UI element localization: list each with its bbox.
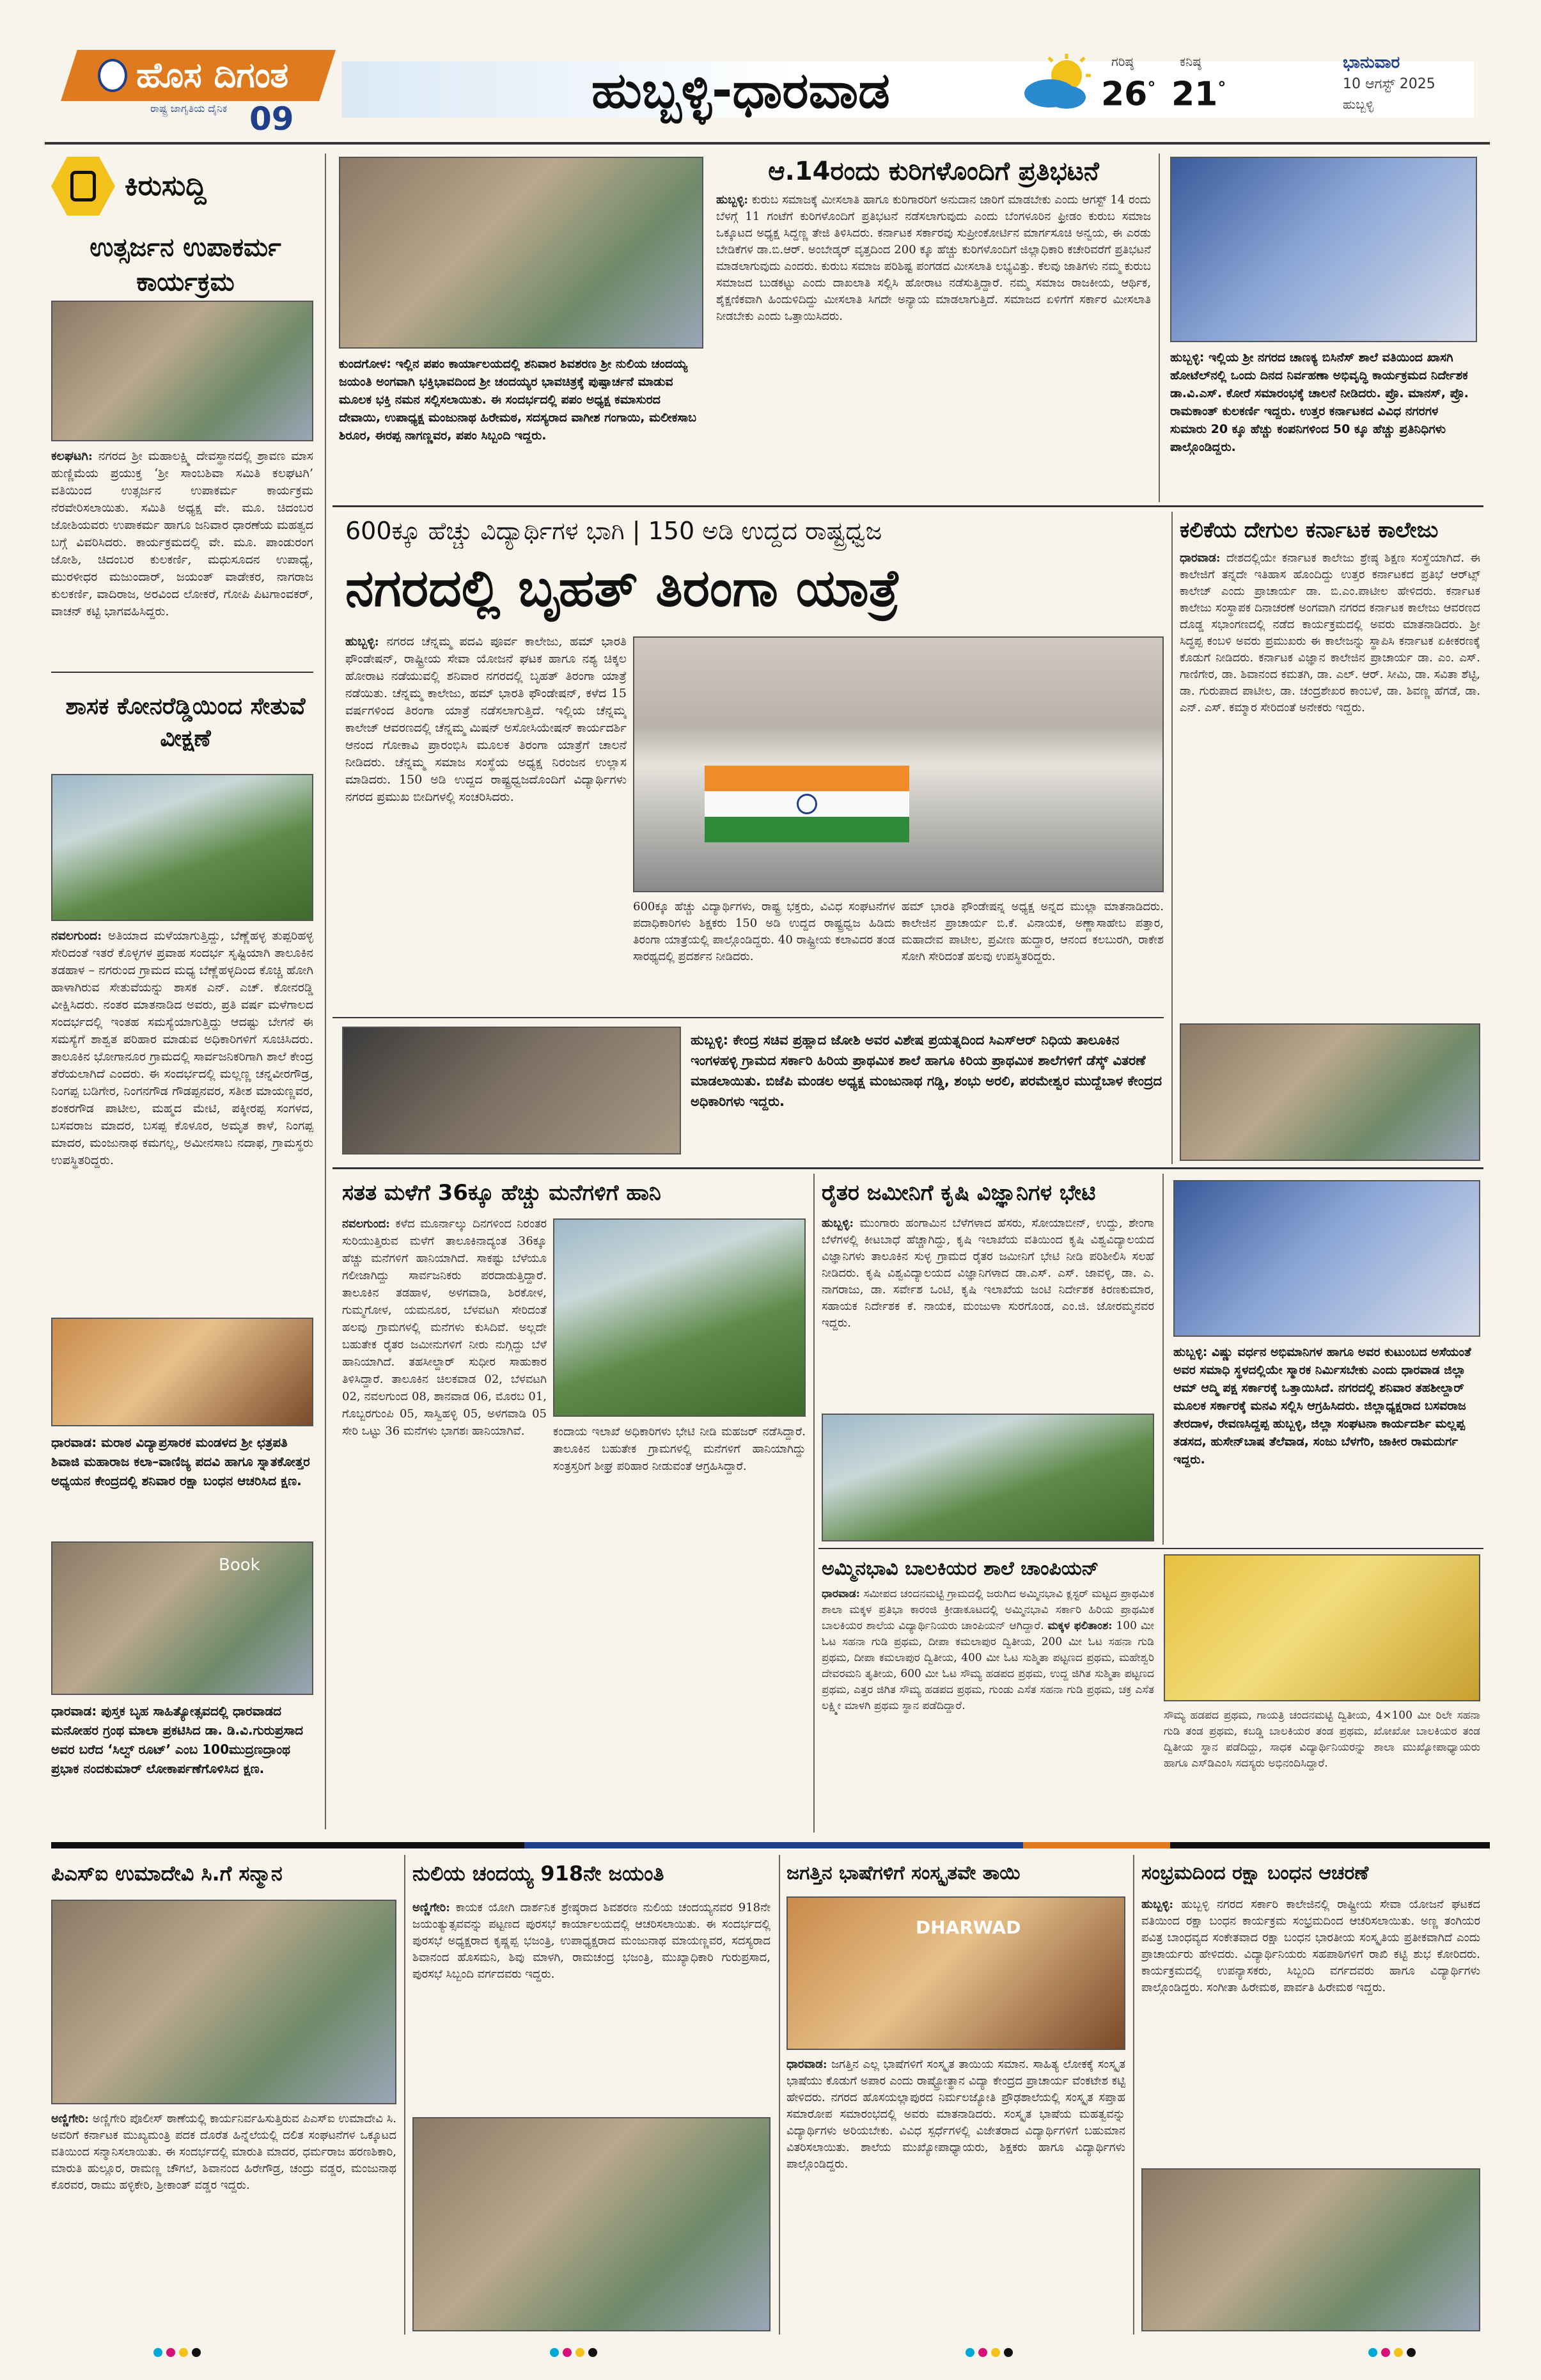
- rain-photo-caption: [553, 1423, 806, 1829]
- black-dot: [1407, 2348, 1416, 2357]
- section-bar-black: [1170, 1842, 1490, 1848]
- chanakya-photo: [1170, 157, 1477, 342]
- registration-dots: [550, 2347, 601, 2360]
- sanskrit-title: ಜಗತ್ತಿನ ಭಾಷೆಗಳಿಗೆ ಸಂಸ್ಕೃತವೇ ತಾಯಿ: [786, 1862, 1021, 1884]
- tiranga-place: ಹುಬ್ಬಳ್ಳಿ:: [345, 634, 379, 649]
- raksha-place: ಹುಬ್ಬಳ್ಳಿ:: [1141, 1898, 1174, 1911]
- cyan-dot: [550, 2348, 559, 2357]
- vishnu-photo: [1173, 1180, 1480, 1337]
- photo1-caption: ಧಾರವಾಡ: ಮರಾಠ ವಿದ್ಯಾಪ್ರಸಾರಕ ಮಂಡಳದ ಶ್ರೀ ಛತ್ರಪತಿ ಶಿವಾಜಿ ಮಹಾರಾಜ ಕಲಾ–ವಾಣಿಜ್ಯ ಪದವಿ ಹಾಗೂ ಸ್ನಾತಕೋತ್ತರ ಅಧ್ಯಯನ ಕೇಂದ್ರದಲ್ಲಿ ಶನಿವಾರ ರಕ್ಷಾ ಬಂಧನ ಆಚರಿಸಿದ ಕ್ಷಣ.: [51, 1435, 310, 1488]
- cyan-dot: [153, 2348, 162, 2357]
- weather-max: [1101, 69, 1155, 113]
- tiranga-body2: [902, 899, 1164, 1011]
- flag-saffron: [705, 766, 909, 791]
- cyan-dot: [1368, 2348, 1377, 2357]
- registration-dots: [966, 2347, 1017, 2360]
- kalikeya-photo: [1180, 1023, 1480, 1161]
- protest-title: ಆ.14ರಂದು ಕುರಿಗಳೊಂದಿಗೆ ಪ್ರತಿಭಟನೆ: [768, 157, 1099, 186]
- column-divider: [813, 1174, 815, 1832]
- rain-caption-text: ಕಂದಾಯ ಇಲಾಖೆ ಅಧಿಕಾರಿಗಳು ಭೇಟಿ ನೀಡಿ ಮಹಜರ್ ನಡೆಸಿದ್ದಾರೆ. ತಾಲೂಕಿನ ಬಹುತೇಕ ಗ್ರಾಮಗಳಲ್ಲಿ ಮನೆಗಳಿಗೆ ಹಾನಿಯಾಗಿದ್ದು ಸಂತ್ರಸ್ತರಿಗೆ ಶೀಘ್ರ ಪರಿಹಾರ ನೀಡುವಂತೆ ಆಗ್ರಹಿಸಿದ್ದಾರೆ.: [553, 1425, 806, 1473]
- kundagol-photo: [339, 157, 703, 349]
- brand-name: ಹೊಸ ದಿಗಂತ: [136, 55, 289, 95]
- item2-text: ಅತಿಯಾದ ಮಳೆಯಾಗುತ್ತಿದ್ದು, ಬೆಣ್ಣೆಹಳ್ಳ ತುಪ್ಪರಿಹಳ್ಳ ಸೇರಿದಂತೆ ಇತರೆ ಕೊಳ್ಳಗಳ ಪ್ರವಾಹ ಸಂದರ್ಭ ಸೃಷ್ಟಿಯಾಗಿ ತಾಲೂಕಿನ ತಡಹಾಳ – ನಗರುಂದ ಗ್ರಾಮದ ಮಧ್ಯ ಬೆಣ್ಣೆಹಳ್ಳದಿಂದ ಕೊಚ್ಚಿ ಹೋಗಿ ಹಾಳಾಗಿರುವ ಸೇತುವೆಯನ್ನು ಶಾಸಕ ಎನ್. ಎಚ್. ಕೋನರಡ್ಡಿ ವೀಕ್ಷಿಸಿದರು. ನಂತರ ಮಾತನಾಡಿದ ಅವರು, ಪ್ರತಿ ವರ್ಷ ಮಳೆಗಾಲದ ಸಂದರ್ಭದಲ್ಲಿ ಇಂತಹ ಸಮಸ್ಯೆಯಾಗುತ್ತಿದ್ದು ಆದಷ್ಟು ಬೇಗನೆ ಈ ಸಮಸ್ಯೆಗೆ ಶಾಶ್ವತ ಪರಿಹಾರ ಮಾಡುವ ಅಧಿಕಾರಿಗಳಿಗೆ ಸೂಚಿಸಿದರು. ತಾಲೂಕಿನ ಭೋಗಾನೂರ ಗ್ರಾಮದಲ್ಲಿ ಸಾರ್ವಜನಿಕರಿಗಾಗಿ ಶಾಲೆ ಕೇಂದ್ರ ತೆರೆಯಲಾಗಿದೆ ಎಂದರು. ಈ ಸಂದರ್ಭದಲ್ಲಿ ಮಲ್ಲಣ್ಣ ಚನ್ನವೀರಗೌಡ್ರ, ನಿಂಗಪ್ಪ ಬಡಿಗೇರ, ನಿಂಗನಗೌಡ ಗೌಡಪ್ಪನವರ, ಸತೀಶ ಮಾಯಣ್ಣವರ, ಶಂಕರಗೌಡ ಪಾಟೀಲ, ಮಹ್ಮದ ಮೇಟಿ, ಪಕ್ಕೀರಪ್ಪ ಸಂಗಳದ, ಬಸವರಾಜ ಮಾದರ, ಬಸಪ್ಪ ಕೊಳೂರ, ಅಮೃತ ಕಾಳೆ, ನಿಂಗಪ್ಪ ಮಾದರ, ಮಂಜುನಾಥ ಕಮಗಲ್ಲ, ಅಮೀನಸಾಬ ನದಾಫ, ಗ್ರಾಮಸ್ಥರು ಉಪಸ್ಥಿತರಿದ್ದರು.: [51, 929, 313, 1167]
- column-divider: [779, 1855, 780, 2335]
- hibri-photo: [342, 1027, 681, 1155]
- lamp-icon: [98, 59, 127, 92]
- farmers-place: ಹುಬ್ಬಳ್ಳಿ:: [822, 1217, 854, 1230]
- rain-title: ಸತತ ಮಳೆಗೆ 36ಕ್ಕೂ ಹೆಚ್ಚು ಮನೆಗಳಿಗೆ ಹಾನಿ: [342, 1180, 661, 1206]
- black-dot: [1004, 2348, 1013, 2357]
- psi-text: ಅಣ್ಣಿಗೇರಿ ಪೊಲೀಸ್ ಠಾಣೆಯಲ್ಲಿ ಕಾರ್ಯನಿರ್ವಹಿಸುತ್ತಿರುವ ಪಿಎಸ್ಐ ಉಮಾದೇವಿ ಸಿ. ಅವರಿಗೆ ಕರ್ನಾಟಕ ಮುಖ್ಯಮಂತ್ರಿ ಪದಕ ದೊರೆತ ಹಿನ್ನೆಲೆಯಲ್ಲಿ ದಲಿತ ಸಂಘಟನೆಗಳ ಒಕ್ಕೂಟದ ವತಿಯಿಂದ ಸನ್ಮಾನಿಸಲಾಯಿತು. ಈ ಸಂದರ್ಭದಲ್ಲಿ ಮಾರುತಿ ಮಾದರ, ಧರ್ಮರಾಜ ಹರಣಶಿಕಾರಿ, ಮಾರುತಿ ಹುಲ್ಲೂರ, ರಾಮಣ್ಣ ಚೌಗಲೆ, ಶಿವಾನಂದ ಹಿರೇಗೌಡ್ರ, ಚಂದ್ರು ವಡ್ಡರ, ಮಂಜುನಾಥ ಕೊರವರ, ರಾಮು ಹಳ್ಳಿಕೇರಿ, ಶ್ರೀಕಾಂತ್ ವಡ್ಡರ ಇದ್ದರು.: [51, 2112, 396, 2192]
- raksha-photo: [1141, 2168, 1480, 2331]
- divider: [332, 1017, 1164, 1018]
- edition-label: ಹುಬ್ಬಳ್ಳಿ: [1343, 97, 1374, 112]
- upakarma-photo: [51, 301, 313, 441]
- chanakya-caption: ಹುಬ್ಬಳ್ಳಿ: ಇಲ್ಲಿಯ ಶ್ರೀ ನಗರದ ಚಾಣಕ್ಯ ಬಿಸಿನೆಸ್ ಶಾಲೆ ವತಿಯಿಂದ ಖಾಸಗಿ ಹೋಟೆಲ್‌ನಲ್ಲಿ ಒಂದು ದಿನದ ನಿರ್ವಹಣಾ ಅಭಿವೃದ್ಧಿ ಕಾರ್ಯಕ್ರಮದ ನಿರ್ದೇಶಕ ಡಾ.ವಿ.ಎಸ್. ಕೋರೆ ಸಮಾರಂಭಕ್ಕೆ ಚಾಲನೆ ನೀಡಿದರು. ಪ್ರೊ. ಮಾನಸ್, ಪ್ರೊ. ರಾಮಕಾಂತ್ ಕುಲಕರ್ಣಿ ಇದ್ದರು. ಉತ್ತರ ಕರ್ನಾಟಕದ ವಿವಿಧ ನಗರಗಳ ಸುಮಾರು 20 ಕ್ಕೂ ಹೆಚ್ಚು ಕಂಪನಿಗಳಿಂದ 50 ಕ್ಕೂ ಹೆಚ್ಚು ಪ್ರತಿನಿಧಿಗಳು ಪಾಲ್ಗೊಂಡಿದ್ದರು.: [1170, 351, 1469, 454]
- psi-title: ಪಿಎಸ್ಐ ಉಮಾದೇವಿ ಸಿ.ಗೆ ಸನ್ಮಾನ: [51, 1861, 283, 1886]
- hibri-caption: ಹುಬ್ಬಳ್ಳಿ: ಕೇಂದ್ರ ಸಚಿವ ಪ್ರಹ್ಲಾದ ಜೋಶಿ ಅವರ ವಿಶೇಷ ಪ್ರಯತ್ನದಿಂದ ಸಿಎಸ್ಆರ್ ನಿಧಿಯ ತಾಲೂಕಿನ ಇಂಗಳಹಳ್ಳಿ ಗ್ರಾಮದ ಸರ್ಕಾರಿ ಹಿರಿಯ ಪ್ರಾಥಮಿಕ ಶಾಲೆ ಹಾಗೂ ಕಿರಿಯ ಪ್ರಾಥಮಿಕ ಶಾಲೆಗಳಿಗೆ ಡೆಸ್ಕ್ ವಿತರಣೆ ಮಾಡಲಾಯಿತು. ಬಿಜೆಪಿ ಮಂಡಲ ಅಧ್ಯಕ್ಷ ಮಂಜುನಾಥ ಗಡ್ಡಿ, ಶಂಭು ಅರಲಿ, ಪರಮೇಶ್ವರ ಮುದ್ದೆಬಾಳ ಕೇಂದ್ರದ ಅಧಿಕಾರಿಗಳು ಇದ್ದರು.: [691, 1032, 1162, 1109]
- weather-min-value: 21: [1171, 75, 1218, 114]
- date-label: 10 ಆಗಸ್ಟ್ 2025: [1343, 76, 1435, 92]
- nuliya-photo: [412, 2117, 770, 2331]
- nuliya-text: ಕಾಯಕ ಯೋಗಿ ದಾರ್ಶನಿಕ ಶ್ರೇಷ್ಠರಾದ ಶಿವಶರಣ ನುಲಿಯ ಚಂದಯ್ಯನವರ 918ನೇ ಜಯಂತ್ಯುತ್ಸವವನ್ನು ಪಟ್ಟಣದ ಪುರಸಭೆ ಕಾರ್ಯಾಲಯದಲ್ಲಿ ಆಚರಿಸಲಾಯಿತು. ಈ ಸಂದರ್ಭದಲ್ಲಿ ಪುರಸಭೆ ಅಧ್ಯಕ್ಷರಾದ ಕೃಷ್ಣಪ್ಪ ಭಜಂತ್ರಿ, ಉಪಾಧ್ಯಕ್ಷರಾದ ಮಂಜುನಾಥ ಮಾಯಣ್ಣವರ, ಸದಸ್ಯರಾದ ಶಿವಾನಂದ ಹೊಸಮನಿ, ಶಿವು ಮಾಳಗಿ, ರಾಮಚಂದ್ರ ಭಜಂತ್ರಿ, ಮುಖ್ಯಾಧಿಕಾರಿ ಗುರುಪ್ರಸಾದ, ಪುರಸಭೆ ಸಿಬ್ಬಂದಿ ವರ್ಗದವರು ಇದ್ದರು.: [412, 1901, 770, 1981]
- ammina-photo: [1164, 1554, 1480, 1701]
- item1-title: ಉತ್ಸರ್ಜನ ಉಪಾಕರ್ಮ ಕಾರ್ಯಕ್ರಮ: [90, 233, 281, 297]
- magenta-dot: [166, 2348, 175, 2357]
- section-bar-black: [51, 1842, 524, 1848]
- degree-symbol: °: [1217, 79, 1226, 98]
- ammina-caption-text: ಸೌಮ್ಯ ಹಡಪದ ಪ್ರಥಮ, ಗಾಯತ್ರಿ ಚಂದನಮಟ್ಟಿ ದ್ವಿತೀಯ, 4×100 ಮೀ ರಿಲೇ ಸಹನಾ ಗುಡಿ ತಂಡ ಪ್ರಥಮ, ಕಬಡ್ಡಿ ಬಾಲಕಿಯರ ತಂಡ ಪ್ರಥಮ, ಖೋಖೋ ಬಾಲಕಿಯರ ತಂಡ ದ್ವಿತೀಯ ಸ್ಥಾನ ಪಡೆದಿದ್ದು, ಸಾಧಕ ವಿದ್ಯಾರ್ಥಿನಿಯರನ್ನು ಶಾಲಾ ಮುಖ್ಯೋಪಾಧ್ಯಾಯರು ಹಾಗೂ ಎಸ್‌ಡಿಎಂಸಿ ಸದಸ್ಯರು ಅಭಿನಂದಿಸಿದ್ದಾರೆ.: [1164, 1709, 1480, 1770]
- divider: [332, 505, 1483, 507]
- flag-green: [705, 817, 909, 842]
- tiranga-text: ನಗರದ ಚೆನ್ನಮ್ಮ ಪದವಿ ಪೂರ್ವ ಕಾಲೇಜು, ಹಮ್ ಭಾರತಿ ಫೌಂಡೇಷನ್, ರಾಷ್ಟ್ರೀಯ ಸೇವಾ ಯೋಜನೆ ಘಟಕ ಹಾಗೂ ನಶ್ಯ ಚಿಕ್ಕಲ ಹೋರಾಟ ನಡೆಯುವಲ್ಲಿ ಶನಿವಾರ ನಗರದಲ್ಲಿ ಬೃಹತ್ ತಿರಂಗಾ ಯಾತ್ರೆ ನಡೆಯಿತು. ಚೆನ್ನಮ್ಮ ಕಾಲೇಜು, ಹಮ್ ಭಾರತಿ ಫೌಂಡೇಷನ್, ಕಳೆದ 15 ವರ್ಷಗಳಿಂದ ತಿರಂಗಾ ಯಾತ್ರೆ ನಡೆಸಲಾಗುತ್ತಿದೆ. ಇಲ್ಲಿಯ ಚೆನ್ನಮ್ಮ ಕಾಲೇಜ್ ಆವರಣದಲ್ಲಿ ಚೆನ್ನಮ್ಮ ಮಿಷನ್ ಅಸೋಸಿಯೇಷನ್ ಕಾರ್ಯದರ್ಶಿ ಆನಂದ ಗೋಕಾವಿ ಪ್ರಾರಂಭಿಸಿ ಮೂಲಕ ತಿರಂಗಾ ಯಾತ್ರೆಗೆ ಚಾಲನೆ ನೀಡಿದರು. ಚೆನ್ನಮ್ಮ ಸಮಾಜ ಸಂಸ್ಥೆಯ ಅಧ್ಯಕ್ಷ ನಿರಂಜನ ಉಲ್ಲಾಸ ಮಾಡಿದರು. 150 ಅಡಿ ಉದ್ದದ ರಾಷ್ಟ್ರಧ್ವಜದೊಂದಿಗೆ ವಿದ್ಯಾರ್ಥಿಗಳು ನಗರದ ಪ್ರಮುಖ ಬೀದಿಗಳಲ್ಲಿ ಸಂಚರಿಸಿದರು.: [345, 634, 627, 804]
- nuliya-body: [412, 1900, 770, 2111]
- column-divider: [1171, 512, 1173, 1164]
- item2-body: [51, 927, 313, 1305]
- column-divider: [1133, 1855, 1134, 2335]
- item1-text: ನಗರದ ಶ್ರೀ ಮಹಾಲಕ್ಷ್ಮಿ ದೇವಸ್ಥಾನದಲ್ಲಿ ಶ್ರಾವಣ ಮಾಸ ಹುಣ್ಣಿಮೆಯ ಪ್ರಯುಕ್ತ ‘ಶ್ರೀ ಸಾಂಬಶಿವಾ ಸಮಿತಿ ಕಲಘಟಗಿ’ ವತಿಯಿಂದ ಉತ್ಸರ್ಜನ ಉಪಾಕರ್ಮ ಕಾರ್ಯಕ್ರಮ ನೆರವೇರಿಸಲಾಯಿತು. ಸಮಿತಿ ಅಧ್ಯಕ್ಷ ವೇ. ಮೂ. ಚಿದಂಬರ ಜೋಶಿಯವರು ಉಪಾಕರ್ಮ ಹಾಗೂ ಜನಿವಾರ ಧಾರಣೆಯ ಮಹತ್ವದ ಬಗ್ಗೆ ವಿವರಿಸಿದರು. ಕಾರ್ಯಕ್ರಮದಲ್ಲಿ ವೇ. ಮೂ. ಪಾಂಡುರಂಗ ಜೋಶಿ, ಚಿದಂಬರ ಕುಲಕರ್ಣಿ, ಮಧುಸೂದನ ಉಪಾಧ್ಯೆ, ಮುರಳೀಧರ ಮಜುಂದಾರ್, ಜಯಂತ್ ವಾಡೇಕರ, ನಾಗರಾಜ ಕುಲಕರ್ಣಿ, ವಾದಿರಾಜ, ಅರವಿಂದ ಲೋಕರೆ, ಗೋಪಿ ಪಿಟಗಾಂವಕರ್, ವಾಚನ್ ಕಟ್ಟಿ ಭಾಗವಹಿಸಿದ್ದರು.: [51, 449, 313, 619]
- vishnu-caption: ಹುಬ್ಬಳ್ಳಿ: ವಿಷ್ಣು ವರ್ಧನ ಅಭಿಮಾನಿಗಳ ಹಾಗೂ ಅವರ ಕುಟುಂಬದ ಅಸೆಯಂತೆ ಅವರ ಸಮಾಧಿ ಸ್ಥಳದಲ್ಲಿಯೇ ಸ್ಮಾರಕ ನಿರ್ಮಿಸಬೇಕು ಎಂದು ಧಾರವಾಡ ಜಿಲ್ಲಾ ಆಮ್ ಆದ್ಮಿ ಪಕ್ಷ ಸರ್ಕಾರಕ್ಕೆ ಒತ್ತಾಯಿಸಿದೆ. ನಗರದಲ್ಲಿ ಶನಿವಾರ ತಹಶೀಲ್ದಾರ್ ಮೂಲಕ ಸರ್ಕಾರಕ್ಕೆ ಮನವಿ ಸಲ್ಲಿಸಿ ಆಗ್ರಹಿಸಿದರು. ಜಿಲ್ಲಾಧ್ಯಕ್ಷರಾದ ಬಸವರಾಜ ತೇರದಾಳ, ರೇವಣಸಿದ್ದಪ್ಪ ಹುಬ್ಬಳ್ಳಿ, ಜಿಲ್ಲಾ ಸಂಘಟನಾ ಕಾರ್ಯದರ್ಶಿ ಮಲ್ಲಪ್ಪ ತಡಸದ, ಹುಸೇನ್‌ಬಾಷ ತೆಲೆವಾಡ, ಸಂಜು ಬೆಳಗೆರಿ, ಜಾಕೀರ ರಾಮದುರ್ಗ ಇದ್ದರು.: [1173, 1345, 1471, 1467]
- psi-photo: [51, 1900, 396, 2104]
- weather-min: [1171, 69, 1226, 113]
- section-bar-orange: [1023, 1842, 1170, 1848]
- farmers-text: ಮುಂಗಾರು ಹಂಗಾಮಿನ ಬೆಳೆಗಳಾದ ಹೆಸರು, ಸೋಯಾಬೀನ್, ಉದ್ದು, ಶೇಂಗಾ ಬೆಳೆಗಳಲ್ಲಿ ಕೀಟಬಾಧೆ ಹೆಚ್ಚಾಗಿದ್ದು, ಕೃಷಿ ಇಲಾಖೆಯ ವತಿಯಿಂದ ಕೃಷಿ ವಿಶ್ವವಿದ್ಯಾಲಯದ ವಿಜ್ಞಾನಿಗಳು ತಾಲೂಕಿನ ಸುಳ್ಳ ಗ್ರಾಮದ ರೈತರ ಜಮೀನಿಗೆ ಭೇಟಿ ನೀಡಿ ಪರಿಶೀಲಿಸಿ ಸಲಹೆ ನೀಡಿದರು. ಕೃಷಿ ವಿಶ್ವವಿದ್ಯಾಲಯದ ವಿಜ್ಞಾನಿಗಳಾದ ಡಾ.ಎಸ್. ಎಸ್. ಜಾವಳ್ಳಿ, ಡಾ. ಎ. ನಾಗರಾಜು, ಡಾ. ಸರ್ವೇಶ ಒಂಟಿ, ಕೃಷಿ ಇಲಾಖೆಯ ಜಂಟಿ ನಿರ್ದೇಶಕ ಕಿರಣಕುಮಾರ, ಸಹಾಯಕ ನಿರ್ದೇಶಕ ಕೆ. ನಾಯಕ, ಮಂಜುಳಾ ಸುರಗೊಂಡ, ಎಂ.ಜಿ. ಜೋರಮ್ಮನವರ ಇದ್ದರು.: [822, 1217, 1154, 1330]
- degree-symbol: °: [1147, 79, 1156, 98]
- book-label: Book: [219, 1556, 260, 1575]
- date-block: [1343, 51, 1483, 128]
- protest-place: ಹುಬ್ಬಳ್ಳಿ:: [716, 193, 749, 207]
- brand-block: [61, 50, 336, 138]
- kalikeya-title: ಕಲಿಕೆಯ ದೇಗುಲ ಕರ್ನಾಟಕ ಕಾಲೇಜು: [1180, 517, 1439, 543]
- column-divider: [1162, 1174, 1164, 1545]
- item1-place: ಕಲಘಟಗಿ:: [51, 449, 93, 463]
- tiranga-title: ನಗರದಲ್ಲಿ ಬೃಹತ್ ತಿರಂಗಾ ಯಾತ್ರೆ: [345, 558, 900, 618]
- chakra-icon: [797, 794, 817, 814]
- tiranga-photo: [633, 636, 1164, 892]
- psi-body: [51, 2111, 396, 2331]
- divider: [332, 1167, 1483, 1169]
- page-number: 09: [249, 100, 294, 138]
- farmers-photo: [822, 1414, 1154, 1541]
- registration-dots: [153, 2347, 205, 2360]
- magenta-dot: [563, 2348, 572, 2357]
- sanskrit-photo: [786, 1896, 1125, 2050]
- raksha-title: ಸಂಭ್ರಮದಿಂದ ರಕ್ಷಾ ಬಂಧನ ಆಚರಣೆ: [1141, 1862, 1369, 1884]
- magenta-dot: [978, 2348, 987, 2357]
- yellow-dot: [575, 2348, 584, 2357]
- cyan-dot: [966, 2348, 974, 2357]
- kundagol-caption: ಕುಂದಗೋಳ: ಇಲ್ಲಿನ ಪಪಂ ಕಾರ್ಯಾಲಯದಲ್ಲಿ ಶನಿವಾರ ಶಿವಶರಣ ಶ್ರೀ ನುಲಿಯ ಚಂದಯ್ಯ ಜಯಂತಿ ಅಂಗವಾಗಿ ಭಕ್ತಿಭಾವದಿಂದ ಶ್ರೀ ಚಂದಯ್ಯರ ಭಾವಚಿತ್ರಕ್ಕೆ ಪುಷ್ಪಾರ್ಚನೆ ಮಾಡುವ ಮೂಲಕ ಭಕ್ತಿ ನಮನ ಸಲ್ಲಿಸಲಾಯಿತು. ಈ ಸಂದರ್ಭದಲ್ಲಿ ಪಪಂ ಅಧ್ಯಕ್ಷ ಕಮಾಸುರದ ದೇವಾಯಿ, ಉಪಾಧ್ಯಕ್ಷ ಮಂಜುನಾಥ ಹಿರೇಮಠ, ಸದಸ್ಯರಾದ ವಾಗೀಶ ಗಂಗಾಯಿ, ಮಲೀಕಸಾಬ ಶಿರೂರ, ಈರಪ್ಪ ನಾಗಣ್ಣವರ, ಪಪಂ ಸಿಬ್ಬಂದಿ ಇದ್ದರು.: [339, 357, 696, 443]
- black-dot: [588, 2348, 597, 2357]
- magenta-dot: [1381, 2348, 1390, 2357]
- ammina-results: 100 ಮೀ ಓಟ ಸಹನಾ ಗುಡಿ ಪ್ರಥಮ, ದೀಪಾ ಕಮಲಾಪುರ ದ್ವಿತೀಯ, 200 ಮೀ ಓಟ ಸಹನಾ ಗುಡಿ ಪ್ರಥಮ, ದೀಪಾ ಕಮಲಾಪುರ ದ್ವಿತೀಯ, 400 ಮೀ ಓಟ ಸುಶ್ಮಿತಾ ಪಟ್ಟಣದ ಪ್ರಥಮ, ಮಹೇಶ್ವರಿ ದೇವರಮನಿ ತೃತೀಯ, 600 ಮೀ ಓಟ ಸೌಮ್ಯ ಹಡಪದ ಪ್ರಥಮ, ಉದ್ದ ಜಿಗಿತ ಸುಶ್ಮಿತಾ ಪಟ್ಟಣದ ಪ್ರಥಮ, ಎತ್ತರ ಜಿಗಿತ ಸೌಮ್ಯ ಹಡಪದ ಪ್ರಥಮ, ಗುಂಡು ಎಸೆತ ಸಹನಾ ಗುಡಿ ಪ್ರಥಮ, ಚಕ್ರ ಎಸೆತ ಲಕ್ಷ್ಮೀ ಮಾಳಗಿ ಪ್ರಥಮ ಸ್ಥಾನ ಪಡೆದಿದ್ದಾರೆ.: [822, 1620, 1154, 1712]
- raksha-text: ಹುಬ್ಬಳ್ಳಿ ನಗರದ ಸರ್ಕಾರಿ ಕಾಲೇಜಿನಲ್ಲಿ ರಾಷ್ಟ್ರೀಯ ಸೇವಾ ಯೋಜನೆ ಘಟಕದ ವತಿಯಿಂದ ರಕ್ಷಾ ಬಂಧನ ಕಾರ್ಯಕ್ರಮ ಸಂಭ್ರಮದಿಂದ ಆಚರಿಸಲಾಯಿತು. ಅಣ್ಣ ತಂಗಿಯರ ಪವಿತ್ರ ಬಾಂಧವ್ಯದ ಸಂಕೇತವಾದ ರಕ್ಷಾ ಬಂಧನ ಭಾರತೀಯ ಸಂಸ್ಕೃತಿಯ ಪ್ರತೀಕವಾಗಿದೆ ಎಂದು ಪ್ರಾಚಾರ್ಯರು ಹೇಳಿದರು. ವಿದ್ಯಾರ್ಥಿನಿಯರು ಸಹಪಾಠಿಗಳಿಗೆ ರಾಖಿ ಕಟ್ಟಿ ಶುಭ ಕೋರಿದರು. ಕಾರ್ಯಕ್ರಮದಲ್ಲಿ ಉಪನ್ಯಾಸಕರು, ಸಿಬ್ಬಂದಿ ವರ್ಗದವರು ಹಾಗೂ ವಿದ್ಯಾರ್ಥಿಗಳು ಪಾಲ್ಗೊಂಡಿದ್ದರು. ಸಂಗೀತಾ ಹಿರೇಮಠ, ಪಾರ್ವತಿ ಹಿರೇಮಠ ಇದ್ದರು.: [1141, 1898, 1480, 1994]
- yellow-dot: [991, 2348, 1000, 2357]
- masthead: [0, 0, 1541, 144]
- kirusuddi-label: ಕಿರುಸುದ್ದಿ: [125, 169, 207, 202]
- ammina-body: [822, 1586, 1154, 1829]
- column-divider: [1159, 154, 1160, 502]
- book-release-photo: [51, 1541, 313, 1695]
- kalikeya-place: ಧಾರವಾಡ:: [1180, 551, 1221, 565]
- bridge-photo: [51, 774, 313, 921]
- ammina-place: ಧಾರವಾಡ:: [822, 1588, 860, 1600]
- item1-body: [51, 448, 313, 652]
- registration-dots: [1368, 2347, 1420, 2360]
- black-dot: [192, 2348, 201, 2357]
- column-divider: [404, 1855, 405, 2335]
- masthead-band: [342, 61, 1474, 118]
- section-bar-blue: [524, 1842, 1023, 1848]
- day-label: ಭಾನುವಾರ: [1343, 53, 1400, 72]
- weather-max-label: ಗರಿಷ್ಠ: [1111, 54, 1134, 69]
- raksha-body: [1141, 1896, 1480, 2159]
- raksha-photo-left: [51, 1318, 313, 1426]
- city-title: ಹುಬ್ಬಳ್ಳಿ-ಧಾರವಾಡ: [591, 62, 890, 120]
- yellow-dot: [179, 2348, 188, 2357]
- kirusuddi-badge: [51, 157, 269, 216]
- rain-body: [342, 1215, 547, 1829]
- ammina-photo-caption: [1164, 1708, 1480, 1829]
- farmers-body: [822, 1215, 1154, 1407]
- item2-place: ನವಲಗುಂದ:: [51, 929, 102, 943]
- protest-body: [716, 192, 1151, 499]
- sun-cloud-icon: [1017, 51, 1093, 115]
- ammina-results-label: ಮಕ್ಕಳ ಫಲಿತಾಂಶ:: [1047, 1620, 1113, 1632]
- ammina-title: ಅಮ್ಮಿನಭಾವಿ ಬಾಲಕಿಯರ ಶಾಲೆ ಚಾಂಪಿಯನ್: [822, 1557, 1099, 1580]
- yellow-dot: [1394, 2348, 1403, 2357]
- sanskrit-body: [786, 2056, 1125, 2331]
- kalikeya-text: ದೇಶದಲ್ಲಿಯೇ ಕರ್ನಾಟಕ ಕಾಲೇಜು ಶ್ರೇಷ್ಠ ಶಿಕ್ಷಣ ಸಂಸ್ಥೆಯಾಗಿದೆ. ಈ ಕಾಲೇಜಿಗೆ ತನ್ನದೇ ಇತಿಹಾಸ ಹೊಂದಿದ್ದು ಉತ್ತರ ಕರ್ನಾಟಕದ ಪ್ರತಿಭೆ ಆರ್‌ಟ್ಸ್ ಕಾಲೇಜ್ ಎಂದು ಪ್ರಾಚಾರ್ಯ ಡಾ. ಬಿ.ಎಂ.ಪಾಟೀಲ ಹೇಳಿದರು. ಕರ್ನಾಟಕ ಕಾಲೇಜು ಸಂಸ್ಥಾಪಕ ದಿನಾಚರಣೆ ಅಂಗವಾಗಿ ನಗರದ ಕರ್ನಾಟಕ ಕಾಲೇಜು ಆವರಣದ ದೊಡ್ಡ ಸಭಾಂಗಣದಲ್ಲಿ ನಡೆದ ಕಾರ್ಯಕ್ರಮದಲ್ಲಿ ಅವರು ಮಾತನಾಡಿದರು. ಶ್ರೀ ಸಿದ್ಧಪ್ಪ ಕಂಬಳಿ ಅವರು ಪ್ರಮುಖರು ಈ ಕಾಲೇಜನ್ನು ಸ್ಥಾಪಿಸಿ ಕರ್ನಾಟಕ ಏಕೀಕರಣಕ್ಕೆ ಕೊಡುಗೆ ನೀಡಿದರು. ಕರ್ನಾಟಕ ವಿಜ್ಞಾನ ಕಾಲೇಜಿನ ಪ್ರಾಚಾರ್ಯ ಡಾ. ಎಂ. ಎಸ್. ಗಾಣಿಗೇರ, ಡಾ. ಶಿವಾನಂದ ಕಮತಗಿ, ಡಾ. ಎಲ್. ಆರ್. ಸೀಮಿ, ಡಾ. ಸವಿತಾ ಶೆಟ್ಟಿ, ಡಾ. ಗುರುಪಾದ ಪಾಟೀಲ, ಡಾ. ಚಂದ್ರಶೇಖರ ಕಾಂಬಳೆ, ಡಾ. ಶಿವಣ್ಣ ಹೆಗಡೆ, ಡಾ. ಎನ್. ಎಸ್. ಕಮ್ಮಾರ ಸೇರಿದಂತೆ ಅನೇಕರು ಇದ್ದರು.: [1180, 551, 1480, 714]
- sanskrit-place: ಧಾರವಾಡ:: [786, 2058, 827, 2071]
- sanskrit-text: ಜಗತ್ತಿನ ಎಲ್ಲ ಭಾಷೆಗಳಿಗೆ ಸಂಸ್ಕೃತ ತಾಯಿಯ ಸಮಾನ. ಸಾಹಿತ್ಯ ಲೋಕಕ್ಕೆ ಸಂಸ್ಕೃತ ಭಾಷೆಯು ಕೊಡುಗೆ ಅಪಾರ ಎಂದು ರಾಷ್ಟ್ರೋತ್ಥಾನ ವಿದ್ಯಾ ಕೇಂದ್ರದ ಪ್ರಾಚಾರ್ಯ ವೆಂಕಟೇಶ ಕಟ್ಟಿ ಹೇಳಿದರು. ನಗರದ ಹೊಸಯಲ್ಲಾಪುರದ ನಿರ್ಮಲಜ್ಯೋತಿ ಪ್ರೌಢಶಾಲೆಯಲ್ಲಿ ಸಂಸ್ಕೃತ ಸಪ್ತಾಹ ಸಮಾರೋಪ ಸಮಾರಂಭದಲ್ಲಿ ಅವರು ಮಾತನಾಡಿದರು. ಸಂಸ್ಕೃತ ಭಾಷೆಯ ಮಹತ್ವವನ್ನು ವಿದ್ಯಾರ್ಥಿಗಳು ಅರಿಯಬೇಕು. ವಿವಿಧ ಸ್ಪರ್ಧೆಗಳಲ್ಲಿ ವಿಜೇತರಾದ ವಿದ್ಯಾರ್ಥಿಗಳಿಗೆ ಬಹುಮಾನ ವಿತರಿಸಲಾಯಿತು. ಶಾಲೆಯ ಮುಖ್ಯೋಪಾಧ್ಯಾಯರು, ಶಿಕ್ಷಕರು ಹಾಗೂ ವಿದ್ಯಾರ್ಥಿಗಳು ಪಾಲ್ಗೊಂಡಿದ್ದರು.: [786, 2058, 1125, 2171]
- psi-place: ಅಣ್ಣಿಗೇರಿ:: [51, 2112, 89, 2125]
- rain-place: ನವಲಗುಂದ:: [342, 1217, 390, 1231]
- item2-title: ಶಾಸಕ ಕೋನರೆಡ್ಡಿಯಿಂದ ಸೇತುವೆ ವೀಕ್ಷಣೆ: [65, 693, 306, 752]
- photo2-caption: ಧಾರವಾಡ: ಪುಸ್ತಕ ಬೃಹ ಸಾಹಿತ್ಯೋತ್ಸವದಲ್ಲಿ ಧಾರವಾಡದ ಮನೋಹರ ಗ್ರಂಥ ಮಾಲಾ ಪ್ರಕಟಿಸಿದ ಡಾ. ಡಿ.ವಿ.ಗುರುಪ್ರಸಾದ ಅವರ ಬರೆದ ‘ಸಿಲ್ವ್ ರೂಟ್’ ಎಂಬ 100ಮುದ್ರಣದ್ರಾಂಥ ಪ್ರಭಾಕ ನಂದಕುಮಾರ್ ಲೋಕಾರ್ಪಣೆಗೊಳಿಸಿದ ಕ್ಷಣ.: [51, 1703, 304, 1776]
- nuliya-place: ಅಣ್ಣಿಗೇರಿ:: [412, 1901, 450, 1914]
- weather-min-label: ಕನಿಷ್ಠ: [1180, 54, 1201, 69]
- rain-text: ಕಳೆದ ಮೂರ್ನಾಲ್ಕು ದಿನಗಳಿಂದ ನಿರಂತರ ಸುರಿಯುತ್ತಿರುವ ಮಳೆಗೆ ತಾಲೂಕಿನಾದ್ಯಂತ 36ಕ್ಕೂ ಹೆಚ್ಚು ಮನೆಗಳಿಗೆ ಹಾನಿಯಾಗಿದೆ. ಸಾಕಷ್ಟು ಬೆಳೆಯೂ ಗಲೀಜಾಗಿದ್ದು ಸಾರ್ವಜನಿಕರು ಪರದಾಡುತ್ತಿದ್ದಾರೆ. ತಾಲೂಕಿನ ತಡಹಾಳ, ಅಳಗವಾಡಿ, ಶಿರಕೋಳ, ಗುಮ್ಮಗೋಳ, ಯಮನೂರ, ಬೆಳವಟಗಿ ಸೇರಿದಂತೆ ಹಲವು ಗ್ರಾಮಗಳಲ್ಲಿ ಮನೆಗಳು ಕುಸಿದಿವೆ. ಅಲ್ಲದೇ ಬಹುತೇಕ ರೈತರ ಜಮೀನುಗಳಿಗೆ ನೀರು ನುಗ್ಗಿದ್ದು ಬೆಳೆ ಹಾನಿಯಾಗಿದೆ. ತಹಸೀಲ್ದಾರ್ ಸುಧೀರ ಸಾಹುಕಾರ ತಿಳಿಸಿದ್ದಾರೆ. ತಾಲೂಕಿನ ಚಿಲಕವಾಡ 02, ಬೆಳವಟಗಿ 02, ನವಲಗುಂದ 08, ಶಾನವಾಡ 06, ಮೊರಬ 01, ಗೊಬ್ಬರಗುಂಪಿ 05, ಸಾಸ್ವಿಹಳ್ಳಿ 05, ಅಳಗವಾಡಿ 05 ಸೇರಿ ಒಟ್ಟು 36 ಮನೆಗಳು ಭಾಗಶಃ ಹಾನಿಯಾಗಿವೆ.: [342, 1217, 547, 1438]
- masthead-rule: [45, 142, 1490, 145]
- rain-photo: [553, 1218, 806, 1417]
- hand-shape: [70, 171, 96, 201]
- tiranga-kicker: 600ಕ್ಕೂ ಹೆಚ್ಚು ವಿದ್ಯಾರ್ಥಿಗಳ ಭಾಗಿ | 150 ಅಡಿ ಉದ್ದದ ರಾಷ್ಟ್ರಧ್ವಜ: [345, 517, 882, 545]
- divider: [818, 1548, 1483, 1549]
- weather-max-value: 26: [1101, 75, 1148, 114]
- ammina-text: ಸಮೀಪದ ಚಂದನಮಟ್ಟಿ ಗ್ರಾಮದಲ್ಲಿ ಜರುಗಿದ ಅಮ್ಮಿನಭಾವಿ ಕ್ಲಸ್ಟರ್ ಮಟ್ಟದ ಪ್ರಾಥಮಿಕ ಶಾಲಾ ಮಕ್ಕಳ ಪ್ರತಿಭಾ ಕಾರಂಜಿ ಕ್ರೀಡಾಕೂಟದಲ್ಲಿ ಅಮ್ಮಿನಭಾವಿ ಸರ್ಕಾರಿ ಹಿರಿಯ ಪ್ರಾಥಮಿಕ ಬಾಲಕಿಯರ ಶಾಲೆಯ ವಿದ್ಯಾರ್ಥಿನಿಯರು ಚಾಂಪಿಯನ್ ಆಗಿದ್ದಾರೆ.: [822, 1588, 1154, 1632]
- sanskrit-banner: DHARWAD: [916, 1917, 1021, 1938]
- tiranga-text2: ಹಮ್ ಭಾರತಿ ಫೌಂಡೇಷನ್ನ ಅಧ್ಯಕ್ಷ ಅನ್ನದ ಮುಲ್ಲಾ ಮಾತನಾಡಿದರು. ಕಾಲೇಜಿನ ಪ್ರಾಚಾರ್ಯ ಬಿ.ಕೆ. ವಿನಾಯಕ, ಅಣ್ಣಾಸಾಹೇಬ ಪತ್ತಾರ, ಮಹಾದೇವ ಪಾಟೀಲ, ಪ್ರವೀಣ ಹುದ್ದಾರ, ಆನಂದ ಕಲಬುರಗಿ, ರಾಕೇಶ ಸೋಗಿ ಸೇರಿದಂತೆ ಹಲವು ಉಪಸ್ಥಿತರಿದ್ದರು.: [902, 900, 1164, 963]
- nuliya-title: ನುಲಿಯ ಚಂದಯ್ಯ 918ನೇ ಜಯಂತಿ: [412, 1861, 664, 1886]
- tiranga-photo-caption: [633, 899, 895, 1011]
- farmers-title: ರೈತರ ಜಮೀನಿಗೆ ಕೃಷಿ ವಿಜ್ಞಾನಿಗಳ ಭೇಟಿ: [822, 1180, 1096, 1206]
- brand-tagline: ರಾಷ್ಟ್ರ ಜಾಗೃತಿಯ ದೈನಿಕ: [150, 102, 228, 114]
- divider: [51, 672, 313, 673]
- tiranga-body: [345, 633, 627, 1011]
- kalikeya-body: [1180, 550, 1480, 1011]
- tiranga-caption-text: 600ಕ್ಕೂ ಹೆಚ್ಚು ವಿದ್ಯಾರ್ಥಿಗಳು, ರಾಷ್ಟ್ರ ಭಕ್ತರು, ವಿವಿಧ ಸಂಘಟನೆಗಳ ಪದಾಧಿಕಾರಿಗಳು ಶಿಕ್ಷಕರು 150 ಅಡಿ ಉದ್ದದ ರಾಷ್ಟ್ರಧ್ವಜ ಹಿಡಿದು ತಿರಂಗಾ ಯಾತ್ರೆಯಲ್ಲಿ ಪಾಲ್ಗೊಂಡಿದ್ದರು. 40 ರಾಷ್ಟ್ರೀಯ ಕಲಾವಿದರ ತಂಡ ಸಾರಥ್ಯದಲ್ಲಿ ಪ್ರದರ್ಶನ ನೀಡಿದರು.: [633, 900, 895, 963]
- protest-text: ಕುರುಬ ಸಮಾಜಕ್ಕೆ ಮೀಸಲಾತಿ ಹಾಗೂ ಕುರಿಗಾರರಿಗೆ ಅನುದಾನ ಜಾರಿಗೆ ಮಾಡಬೇಕು ಎಂದು ಆಗಸ್ಟ್ 14 ರಂದು ಬೆಳಗ್ಗೆ 11 ಗಂಟೆಗೆ ಕುರಿಗಳೊಂದಿಗೆ ಪ್ರತಿಭಟನೆ ನಡೆಸಲಾಗುವುದು ಎಂದು ಬೆಂಗಳೂರಿನ ಫ್ರೀಡಂ ಕುರುಬ ಸಮಾಜ ಒಕ್ಕೂಟದ ಅಧ್ಯಕ್ಷ ಸಿದ್ದಣ್ಣ ತೇಜಿ ತಿಳಿಸಿದರು. ಕರ್ನಾಟಕ ಸರ್ಕಾರವು ಸುಪ್ರೀಂಕೋರ್ಟಿನ ಮಾರ್ಗಸೂಚಿ ಅನ್ವಯ, ಈ ಎರಡು ಬೇಡಿಕೆಗಳ ಡಾ.ಬಿ.ಆರ್. ಅಂಬೇಡ್ಕರ್ ವೃತ್ತದಿಂದ 200 ಕ್ಕೂ ಹೆಚ್ಚು ಕುರಿಗಳೊಂದಿಗೆ ಜಿಲ್ಲಾಧಿಕಾರಿ ಕಚೇರಿವರೆಗೆ ಪ್ರತಿಭಟನೆ ಮಾಡಲಾಗುವುದು ಎಂದರು. ಕುರುಬ ಸಮಾಜ ಪರಿಶಿಷ್ಟ ಪಂಗಡದ ಮೀಸಲಾತಿ ಲಭ್ಯವಿತ್ತು. ಕೆಲವು ಜಾತಿಗಳು ನಮ್ಮ ಕುರುಬ ಸಮಾಜದ ಬುಡಕಟ್ಟು ಎಂದು ದಾಖಲಾತಿ ಸಲ್ಲಿಸಿ ಹೋರಾಟ ನಡೆಸುತ್ತಿದ್ದಾರೆ. ನಮ್ಮ ಸಮಾಜ ರಾಜಕೀಯ, ಆರ್ಥಿಕ, ಶೈಕ್ಷಣಿಕವಾಗಿ ಹಿಂದುಳಿದಿದ್ದು ಮೀಸಲಾತಿ ಸಿಗದೇ ಅನ್ಯಾಯ ಮಾಡಲಾಗುತ್ತಿದೆ. ಸಮಾಜದ ಏಳಿಗೆಗೆ ಸರ್ಕಾರ ಮೀಸಲಾತಿ ನೀಡಬೇಕು ಎಂದು ಒತ್ತಾಯಿಸಿದರು.: [716, 193, 1151, 323]
- column-divider: [325, 154, 326, 1829]
